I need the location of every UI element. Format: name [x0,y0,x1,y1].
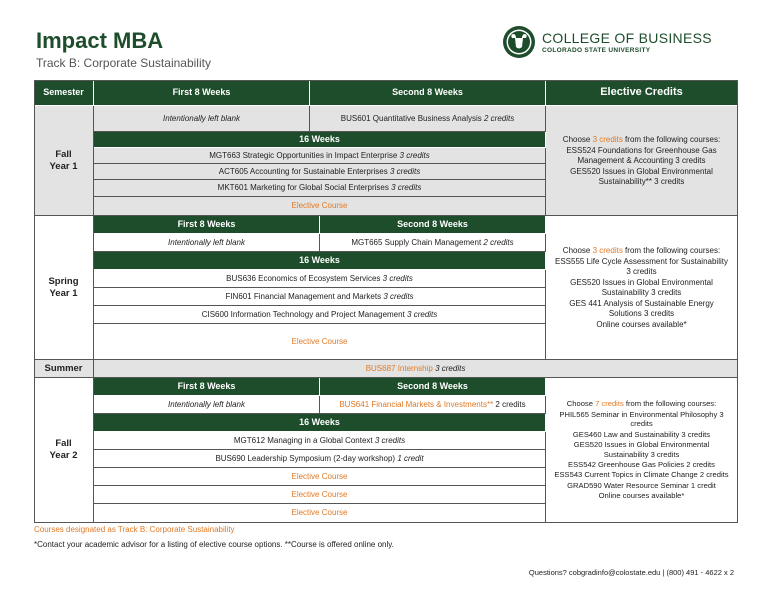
fall1-second-8-course [310,106,546,132]
elective-option: GES520 Issues in Global Environmental Sustainability 3 credits [573,440,710,459]
fall1-elective-course: Elective Course [94,197,546,216]
elective-option: ESS542 Greenhouse Gas Policies 2 credits [568,459,715,469]
fall2-second-8-header: Second 8 Weeks [320,378,546,396]
course-name: FIN601 Financial Management and Markets [225,291,382,301]
course-name: MKT601 Marketing for Global Social Enterprises [217,183,389,192]
course-name: MGT612 Managing in a Global Context [233,435,373,445]
spring1-16-weeks-header: 16 Weeks [94,252,546,270]
fall1-course-row [94,148,546,164]
elective-choose-line [563,246,720,256]
spring1-elective-credits [546,216,738,360]
choose-credits: 3 credits [592,245,623,255]
fall2-first-8-header: First 8 Weeks [94,378,320,396]
course-credits: 3 credits [435,363,466,373]
course-name: MGT665 Supply Chain Management [351,237,482,247]
logo-university-name: COLORADO STATE UNIVERSITY [542,47,651,54]
contact-footnote: *Contact your academic advisor for a listing of elective course options. **Course is offered online only. [34,540,394,549]
course-name: ACT605 Accounting for Sustainable Enterprises [218,166,388,176]
elective-option: GES520 Issues in Global Environmental Sustainability** 3 credits [570,166,713,186]
fall2-course-row [94,450,546,468]
page-title: Impact MBA [36,28,164,53]
spring1-first-8-blank: Intentionally left blank [94,234,320,252]
fall1-course-row [94,164,546,180]
elective-option: PHIL565 Seminar in Environmental Philosophy 3 credits [559,409,724,429]
header-second-8-weeks: Second 8 Weeks [310,80,546,106]
course-credits: 3 credits [374,435,406,445]
college-logo [502,25,712,59]
choose-credits: 7 credits [595,399,624,409]
semester-label: Fall [55,148,72,160]
spring1-second-8-course [320,234,546,252]
semester-label: Spring [48,275,79,287]
elective-option: GRAD590 Water Resource Seminar 1 credit [567,480,716,490]
semester-fall-year2 [34,378,94,523]
ram-seal-icon [502,25,536,59]
spring1-course-row [94,306,546,324]
choose-text: Choose [562,134,593,144]
semester-year: Year 1 [49,287,78,299]
course-credits: 2 credits [483,237,514,247]
semester-year: Year 1 [49,160,78,172]
fall2-elective-course: Elective Course [94,486,546,504]
course-name: CIS600 Information Technology and Project Management [201,309,405,319]
semester-summer: Summer [34,360,94,378]
course-credits: 3 credits [399,150,430,160]
fall2-course-row [94,432,546,450]
questions-contact: Questions? cobgradinfo@colostate.edu | (800) 491 - 4622 x 2 [528,568,734,577]
course-credits: 2 credits [495,399,526,409]
fall2-first-8-blank: Intentionally left blank [94,396,320,414]
spring1-first-8-header: First 8 Weeks [94,216,320,234]
course-credits: 3 credits [382,273,413,283]
fall2-elective-course: Elective Course [94,468,546,486]
choose-text: from the following courses: [622,134,721,144]
course-credits: 3 credits [389,166,421,176]
fall1-elective-credits [546,106,738,216]
choose-text: Choose [566,399,596,409]
spring1-course-row [94,288,546,306]
course-credits: 3 credits [391,183,422,192]
header-elective-credits: Elective Credits [546,80,738,106]
fall1-first-8-blank: Intentionally left blank [94,106,310,132]
track-footnote: Courses designated as Track B: Corporate Sustainability [34,525,235,534]
elective-choose-line [567,399,716,408]
semester-year: Year 2 [49,450,78,461]
elective-option: GES520 Issues in Global Environmental Sustainability 3 credits [570,277,713,297]
fall1-16-weeks-header: 16 Weeks [94,132,546,148]
spring1-course-row [94,270,546,288]
course-name: BUS636 Economics of Ecosystem Services [226,273,381,283]
course-credits: 1 credit [397,453,424,463]
course-credits: 2 credits [483,113,515,123]
fall2-elective-course: Elective Course [94,504,546,523]
spring1-elective-course: Elective Course [94,324,546,360]
summer-internship [94,360,738,378]
course-name: BUS687 Internship [365,363,433,373]
logo-college-name: COLLEGE OF BUSINESS [542,30,712,46]
course-name: BUS601 Quantitative Business Analysis [340,113,482,123]
elective-option: ESS524 Foundations for Greenhouse Gas Management & Accounting 3 credits [566,145,717,165]
header-first-8-weeks: First 8 Weeks [94,80,310,106]
header-semester: Semester [34,80,94,106]
fall1-course-row [94,180,546,197]
semester-fall-year1 [34,106,94,216]
course-name: MGT663 Strategic Opportunities in Impact Enterprise [209,150,398,160]
course-credits: 3 credits [383,291,414,301]
choose-text: Choose [562,245,593,255]
fall2-second-8-course [320,396,546,414]
elective-option: GES460 Law and Sustainability 3 credits [572,429,711,439]
course-name: BUS690 Leadership Symposium (2-day workshop) [215,453,396,463]
choose-text: from the following courses: [622,245,721,255]
semester-label: Fall [55,438,72,450]
spring1-second-8-header: Second 8 Weeks [320,216,546,234]
page-subtitle: Track B: Corporate Sustainability [36,56,211,70]
elective-choose-line [563,135,720,145]
elective-option: ESS555 Life Cycle Assessment for Sustainability 3 credits [555,256,728,276]
semester-spring-year1 [34,216,94,360]
choose-text: from the following courses: [623,399,717,409]
elective-option: Online courses available* [596,319,687,329]
fall2-16-weeks-header: 16 Weeks [94,414,546,432]
choose-credits: 3 credits [592,134,623,144]
course-name: BUS641 Financial Markets & Investments** [339,399,494,409]
fall2-elective-credits [546,378,738,523]
schedule-table [34,80,738,523]
course-credits: 3 credits [407,309,438,319]
elective-option: Online courses available* [598,491,685,501]
elective-option: GES 441 Analysis of Sustainable Energy Solutions 3 credits [569,298,714,318]
elective-option: ESS543 Current Topics in Climate Change 2 credits [554,470,729,480]
